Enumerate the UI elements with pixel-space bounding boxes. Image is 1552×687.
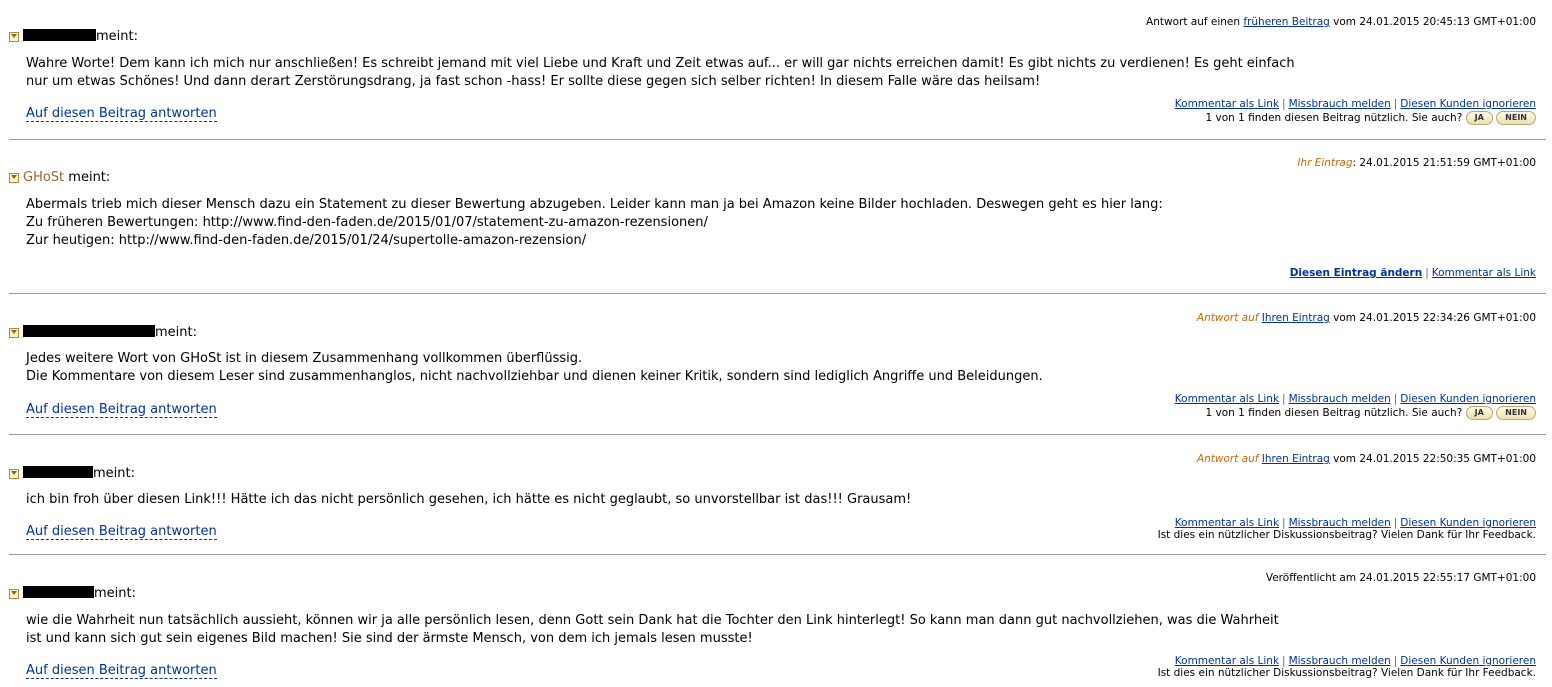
meta-lead: Antwort auf einen — [1146, 16, 1241, 28]
meta-lead: Antwort auf — [1196, 453, 1259, 465]
post-author — [23, 586, 136, 601]
post-actions: Kommentar als Link | Missbrauch melden | Diesen Kunden ignorieren Ist dies ein nützlicher Diskussionsbeitrag? Vielen Dank für Ihr Feedback. — [1157, 655, 1536, 679]
ignore-customer-link[interactable]: Diesen Kunden ignorieren — [1400, 517, 1536, 529]
divider — [9, 139, 1546, 140]
post-meta — [1197, 453, 1536, 465]
post-date: vom 24.01.2015 20:45:13 GMT+01:00 — [1333, 16, 1536, 28]
post-body — [26, 612, 1326, 648]
no-button[interactable]: NEIN — [1496, 111, 1536, 125]
helpful-text: 1 von 1 finden diesen Beitrag nützlich. Sie auch? — [1205, 407, 1463, 419]
post-meta — [1266, 572, 1536, 584]
comment-as-link[interactable]: Kommentar als Link — [1174, 655, 1280, 667]
redacted-author-name — [23, 466, 93, 478]
no-button[interactable]: NEIN — [1496, 406, 1536, 420]
collapse-toggle-icon[interactable] — [9, 328, 19, 338]
meta-lead: Ihr Eintrag — [1297, 157, 1353, 169]
post-date: vom 24.01.2015 22:50:35 GMT+01:00 — [1333, 453, 1536, 465]
helpful-row — [1175, 111, 1536, 125]
feedback-text: Ist dies ein nützlicher Diskussionsbeitrag? Vielen Dank für Ihr Feedback. — [1157, 667, 1536, 679]
feedback-text: Ist dies ein nützlicher Diskussionsbeitrag? Vielen Dank für Ihr Feedback. — [1157, 529, 1536, 541]
redacted-author-name — [23, 586, 94, 598]
body-line: ich bin froh über diesen Link!!! Hätte ich das nicht persönlich gesehen, ich hätte es nicht geglaubt, so unvorstellbar ist das!!! Grausam! — [26, 492, 912, 507]
post-meta — [1146, 16, 1536, 28]
your-entry-link[interactable]: Ihren Eintrag — [1261, 453, 1330, 465]
collapse-toggle-icon[interactable] — [9, 469, 19, 479]
ignore-customer-link[interactable]: Diesen Kunden ignorieren — [1400, 655, 1536, 667]
earlier-post-link[interactable]: früheren Beitrag — [1243, 16, 1330, 28]
post-date: : 24.01.2015 21:51:59 GMT+01:00 — [1352, 157, 1536, 169]
post-actions: Diesen Eintrag ändern | Kommentar als Link — [1289, 267, 1536, 279]
comment-as-link[interactable]: Kommentar als Link — [1174, 517, 1280, 529]
post-date: vom 24.01.2015 22:34:26 GMT+01:00 — [1333, 312, 1536, 324]
post-author — [23, 29, 138, 44]
post-author — [23, 325, 197, 340]
helpful-row — [1175, 406, 1536, 420]
meint-label: meint: — [155, 325, 197, 340]
redacted-author-name — [23, 325, 155, 337]
ignore-customer-link[interactable]: Diesen Kunden ignorieren — [1400, 393, 1536, 405]
yes-button[interactable]: JA — [1466, 111, 1493, 125]
reply-link[interactable]: Auf diesen Beitrag antworten — [26, 106, 217, 121]
post-body — [26, 350, 1326, 386]
comment-as-link[interactable]: Kommentar als Link — [1174, 98, 1280, 110]
ignore-customer-link[interactable]: Diesen Kunden ignorieren — [1400, 98, 1536, 110]
meta-lead: Antwort auf — [1196, 312, 1259, 324]
meint-label: meint: — [96, 29, 138, 44]
post-author — [23, 466, 135, 481]
body-line: Jedes weitere Wort von GHoSt ist in diesem Zusammenhang vollkommen überflüssig. — [26, 351, 583, 366]
post-meta — [1197, 312, 1536, 324]
reply-link[interactable]: Auf diesen Beitrag antworten — [26, 524, 217, 539]
reply-link[interactable]: Auf diesen Beitrag antworten — [26, 402, 217, 417]
post-body — [26, 55, 1326, 91]
post-meta — [1297, 157, 1536, 169]
author-name[interactable]: GHoSt — [23, 170, 65, 185]
post-actions: Kommentar als Link | Missbrauch melden | Diesen Kunden ignorieren Ist dies ein nützlicher Diskussionsbeitrag? Vielen Dank für Ihr Feedback. — [1157, 517, 1536, 541]
meint-label: meint: — [93, 466, 135, 481]
body-line: Die Kommentare von diesem Leser sind zusammenhanglos, nicht nachvollziehbar und dienen keiner Kritik, sondern sind lediglich Angriffe und Beleidungen. — [26, 369, 1043, 384]
report-abuse-link[interactable]: Missbrauch melden — [1288, 517, 1391, 529]
report-abuse-link[interactable]: Missbrauch melden — [1288, 98, 1391, 110]
post-date: Veröffentlicht am 24.01.2015 22:55:17 GMT+01:00 — [1265, 572, 1536, 584]
comment-as-link[interactable]: Kommentar als Link — [1174, 393, 1280, 405]
body-line: wie die Wahrheit nun tatsächlich aussieht, können wir ja alle persönlich lesen, denn Gott sein Dank hat die Tochter den Link hinterlegt! So kann man dann gut nachvollziehen, was die Wahrheit — [26, 613, 1279, 628]
reply-link[interactable]: Auf diesen Beitrag antworten — [26, 663, 217, 678]
post-actions: Kommentar als Link | Missbrauch melden | Diesen Kunden ignorieren 1 von 1 finden diesen Beitrag nützlich. Sie auch? JA NEIN — [1174, 393, 1536, 419]
collapse-toggle-icon[interactable] — [9, 173, 19, 183]
body-line: Wahre Worte! Dem kann ich mich nur anschließen! Es schreibt jemand mit viel Liebe und Kraft und Zeit etwas auf... er will gar nichts erreichen damit! Es gibt nichts zu verdienen! Es geht einfach — [26, 56, 1295, 71]
report-abuse-link[interactable]: Missbrauch melden — [1288, 393, 1391, 405]
report-abuse-link[interactable]: Missbrauch melden — [1288, 655, 1391, 667]
yes-button[interactable]: JA — [1466, 406, 1493, 420]
comment-as-link[interactable]: Kommentar als Link — [1431, 267, 1536, 279]
post-actions: Kommentar als Link | Missbrauch melden | Diesen Kunden ignorieren 1 von 1 finden diesen Beitrag nützlich. Sie auch? JA NEIN — [1174, 98, 1536, 124]
collapse-toggle-icon[interactable] — [9, 32, 19, 42]
edit-entry-link[interactable]: Diesen Eintrag ändern — [1289, 267, 1423, 279]
body-line: ist und kann sich gut sein eigenes Bild machen! Sie sind der ärmste Mensch, von dem ich jemals lesen musste! — [26, 631, 753, 646]
meint-label: meint: — [94, 586, 136, 601]
body-line: Abermals trieb mich dieser Mensch dazu ein Statement zu dieser Bewertung abzugeben. Leider kann man ja bei Amazon keine Bilder hochladen. Deswegen geht es hier lang: — [26, 197, 1163, 212]
post-body — [26, 491, 1326, 509]
body-line: Zu früheren Bewertungen: http://www.find-den-faden.de/2015/01/07/statement-zu-amazon-rezensionen/ — [26, 215, 708, 230]
post-body — [26, 196, 1326, 250]
redacted-author-name — [23, 29, 96, 41]
divider — [9, 554, 1546, 555]
divider — [9, 434, 1546, 435]
post-author — [23, 170, 110, 185]
divider — [9, 293, 1546, 294]
collapse-toggle-icon[interactable] — [9, 589, 19, 599]
body-line: nur um etwas Schönes! Und dann derart Zerstörungsdrang, ja fast schon -hass! Er sollte diese gegen sich selber richten! In diesem Falle wäre das heilsam! — [26, 74, 1041, 89]
meint-label: meint: — [68, 170, 111, 185]
body-line: Zur heutigen: http://www.find-den-faden.de/2015/01/24/supertolle-amazon-rezension/ — [26, 233, 587, 248]
helpful-text: 1 von 1 finden diesen Beitrag nützlich. Sie auch? — [1205, 112, 1463, 124]
your-entry-link[interactable]: Ihren Eintrag — [1261, 312, 1330, 324]
